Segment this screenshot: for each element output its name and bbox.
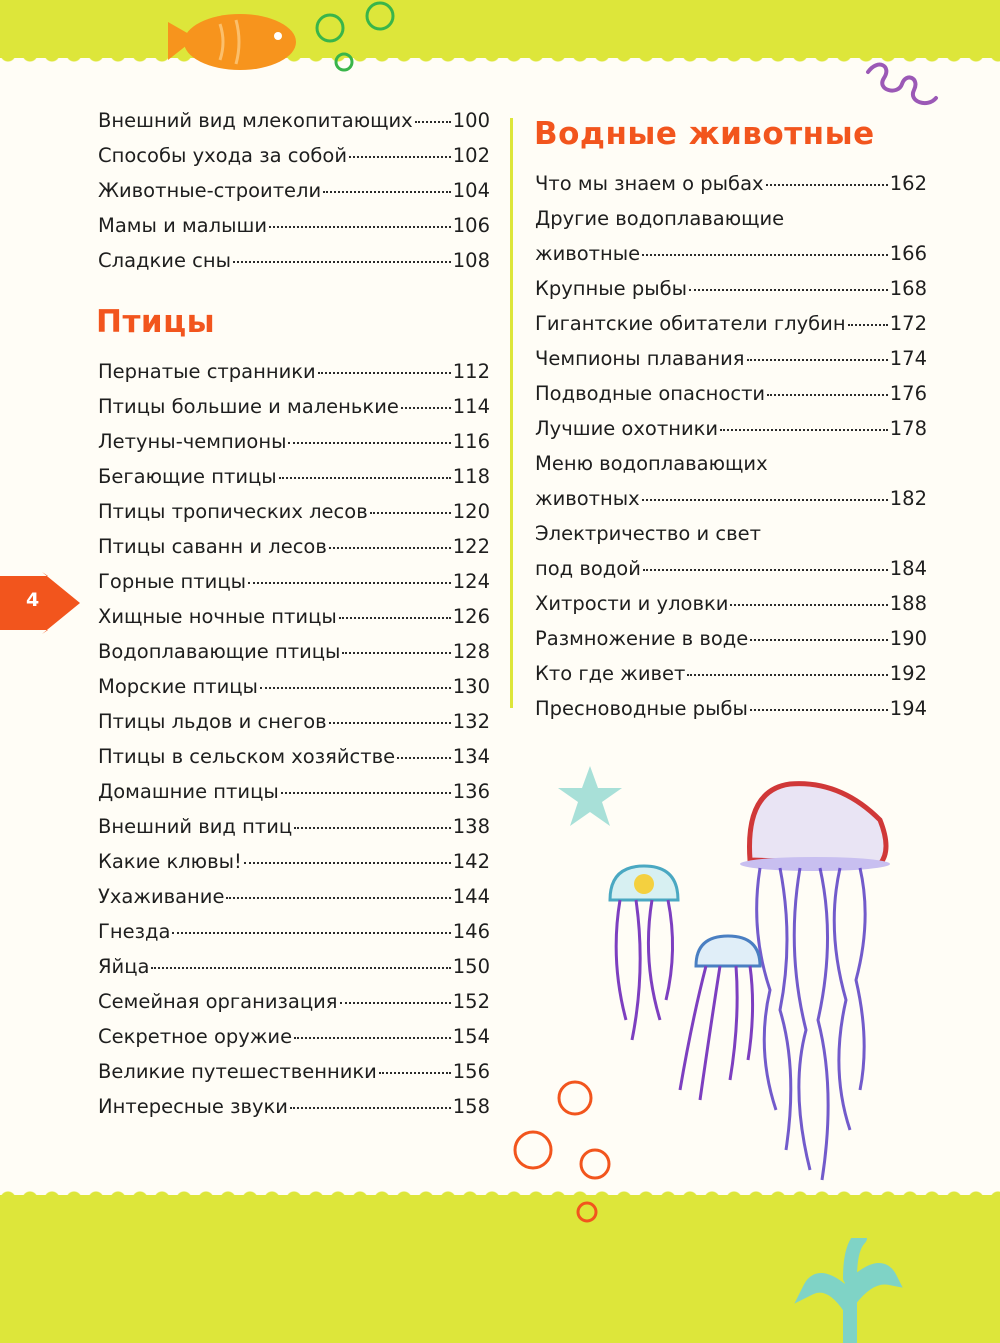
dot-leader (766, 183, 888, 186)
section-title-birds: Птицы (96, 304, 216, 340)
toc-entry-page: 190 (889, 627, 927, 650)
toc-entry-page: 162 (889, 172, 927, 195)
toc-entry-title: Ухаживание (98, 885, 225, 908)
dot-leader (642, 253, 888, 256)
dot-leader (269, 225, 451, 228)
toc-list-birds (98, 354, 490, 1124)
toc-entry-page: 188 (889, 592, 927, 615)
toc-entry (98, 529, 490, 564)
toc-entry (98, 173, 490, 208)
toc-entry-title: Что мы знаем о рыбах (535, 172, 764, 195)
toc-entry (535, 306, 927, 341)
toc-entry (535, 446, 927, 516)
toc-entry-page: 158 (452, 1095, 490, 1118)
toc-entry (98, 494, 490, 529)
dot-leader (279, 476, 451, 479)
toc-entry-page: 102 (452, 144, 490, 167)
toc-entry-page: 168 (889, 277, 927, 300)
jellyfish-illustration (580, 770, 900, 1190)
toc-entry-title: Секретное оружие (98, 1025, 293, 1048)
toc-entry-page: 138 (452, 815, 490, 838)
dot-leader (329, 546, 451, 549)
toc-entry (98, 243, 490, 278)
toc-entry (98, 459, 490, 494)
top-decorative-band (0, 0, 1000, 58)
dot-leader (260, 686, 451, 689)
toc-entry-page: 178 (889, 417, 927, 440)
toc-entry-page: 184 (889, 557, 927, 580)
dot-leader (401, 406, 451, 409)
toc-entry-page: 132 (452, 710, 490, 733)
toc-entry-title: Лучшие охотники (535, 417, 719, 440)
toc-entry (98, 879, 490, 914)
toc-entry-title: Внешний вид млекопитающих (98, 109, 413, 132)
toc-entry-title: Бегающие птицы (98, 465, 277, 488)
dot-leader (323, 190, 451, 193)
dot-leader (750, 708, 888, 711)
toc-entry-title: Интересные звуки (98, 1095, 288, 1118)
toc-list-water-animals (535, 166, 927, 726)
page-number-tab (0, 572, 80, 634)
toc-entry-page: 156 (452, 1060, 490, 1083)
toc-entry (98, 138, 490, 173)
dot-leader (397, 756, 451, 759)
toc-entry (535, 691, 927, 726)
toc-entry-page: 114 (452, 395, 490, 418)
toc-entry (98, 844, 490, 879)
toc-entry-page: 118 (452, 465, 490, 488)
toc-list-mammals-continued (98, 103, 490, 278)
toc-entry-page: 124 (452, 570, 490, 593)
toc-entry (98, 1054, 490, 1089)
dot-leader (294, 826, 451, 829)
toc-entry (98, 389, 490, 424)
toc-entry-title: Морские птицы (98, 675, 258, 698)
toc-entry (98, 704, 490, 739)
toc-entry (535, 586, 927, 621)
toc-entry (98, 1089, 490, 1124)
dot-leader (848, 323, 888, 326)
section-title-water-animals: Водные животные (534, 116, 875, 152)
dot-leader (349, 155, 451, 158)
toc-entry-title: Водоплавающие птицы (98, 640, 341, 663)
column-divider (510, 118, 513, 708)
arrow-tab-icon (0, 572, 80, 634)
bubbles-top-icon (310, 0, 400, 80)
seaweed-icon (790, 1238, 910, 1343)
toc-entry-title-line1: Электричество и свет (535, 522, 761, 545)
toc-entry (535, 376, 927, 411)
toc-entry (98, 739, 490, 774)
dot-leader (281, 791, 451, 794)
dot-leader (339, 616, 451, 619)
toc-entry-page: 172 (889, 312, 927, 335)
dot-leader (244, 861, 451, 864)
toc-entry-title: Внешний вид птиц (98, 815, 293, 838)
dot-leader (730, 603, 887, 606)
toc-entry (535, 201, 927, 271)
toc-entry-page: 194 (889, 697, 927, 720)
dot-leader (233, 260, 451, 263)
toc-entry (98, 949, 490, 984)
toc-entry-title: Крупные рыбы (535, 277, 688, 300)
toc-entry-page: 182 (889, 487, 927, 510)
dot-leader (329, 721, 451, 724)
dot-leader (290, 1106, 451, 1109)
toc-entry (535, 166, 927, 201)
dot-leader (342, 651, 450, 654)
toc-entry-page: 106 (452, 214, 490, 237)
toc-entry (98, 1019, 490, 1054)
toc-entry-title: Животные-строители (98, 179, 322, 202)
toc-entry-title: Чемпионы плавания (535, 347, 745, 370)
toc-entry (98, 354, 490, 389)
toc-entry-title: под водой (535, 557, 641, 580)
dot-leader (750, 638, 888, 641)
toc-entry (98, 914, 490, 949)
dot-leader (318, 371, 451, 374)
dot-leader (747, 358, 888, 361)
dot-leader (687, 673, 887, 676)
toc-entry (98, 809, 490, 844)
toc-entry-title: Подводные опасности (535, 382, 766, 405)
toc-entry-title: Горные птицы (98, 570, 246, 593)
toc-entry-title: Кто где живет (535, 662, 686, 685)
toc-entry (98, 774, 490, 809)
page-number: 4 (26, 589, 40, 611)
toc-entry-title: Пернатые странники (98, 360, 316, 383)
toc-entry-page: 166 (889, 242, 927, 265)
toc-entry (98, 984, 490, 1019)
dot-leader (340, 1001, 451, 1004)
toc-entry-page: 144 (452, 885, 490, 908)
toc-entry (535, 621, 927, 656)
toc-entry (535, 656, 927, 691)
toc-entry-page: 150 (452, 955, 490, 978)
toc-entry-page: 130 (452, 675, 490, 698)
dot-leader (172, 931, 450, 934)
toc-entry-page: 146 (452, 920, 490, 943)
dot-leader (226, 896, 450, 899)
toc-entry (535, 411, 927, 446)
toc-entry-page: 104 (452, 179, 490, 202)
toc-entry-title-line1: Другие водоплавающие (535, 207, 785, 230)
toc-entry-title: Способы ухода за собой (98, 144, 348, 167)
toc-entry-title: Гнезда (98, 920, 171, 943)
toc-entry-title: Птицы большие и маленькие (98, 395, 399, 418)
toc-entry (535, 516, 927, 586)
toc-entry-page: 134 (452, 745, 490, 768)
toc-entry-page: 112 (452, 360, 490, 383)
toc-entry (98, 103, 490, 138)
spiral-icon (862, 58, 942, 118)
toc-entry (98, 669, 490, 704)
dot-leader (642, 498, 888, 501)
toc-entry-title: Птицы саванн и лесов (98, 535, 327, 558)
toc-entry-title: Сладкие сны (98, 249, 232, 272)
toc-entry (98, 634, 490, 669)
toc-entry (535, 271, 927, 306)
toc-entry (98, 424, 490, 459)
toc-entry-page: 192 (889, 662, 927, 685)
toc-entry-page: 108 (452, 249, 490, 272)
dot-leader (370, 511, 451, 514)
dot-leader (643, 568, 888, 571)
toc-entry-title: Мамы и малыши (98, 214, 267, 237)
toc-entry-title: Семейная организация (98, 990, 338, 1013)
toc-entry-page: 122 (452, 535, 490, 558)
toc-entry-page: 126 (452, 605, 490, 628)
dot-leader (288, 441, 450, 444)
toc-entry-title: Хитрости и уловки (535, 592, 729, 615)
dot-leader (294, 1036, 451, 1039)
toc-entry-title: животных (535, 487, 640, 510)
toc-entry-title: Великие путешественники (98, 1060, 377, 1083)
toc-entry-page: 142 (452, 850, 490, 873)
toc-entry-page: 100 (452, 109, 490, 132)
dot-leader (767, 393, 888, 396)
toc-entry-page: 152 (452, 990, 490, 1013)
bubbles-bottom-icon (505, 1070, 615, 1230)
fish-icon (160, 8, 300, 76)
toc-entry-page: 136 (452, 780, 490, 803)
dot-leader (248, 581, 451, 584)
toc-entry-page: 174 (889, 347, 927, 370)
toc-entry-page: 120 (452, 500, 490, 523)
toc-entry-title: Яйца (98, 955, 150, 978)
toc-entry-title: Какие клювы! (98, 850, 242, 873)
toc-entry-title: Летуны-чемпионы (98, 430, 287, 453)
toc-entry-title: Гигантские обитатели глубин (535, 312, 846, 335)
dot-leader (379, 1071, 451, 1074)
toc-entry-page: 116 (452, 430, 490, 453)
toc-entry (98, 564, 490, 599)
toc-entry-title: Пресноводные рыбы (535, 697, 748, 720)
toc-entry (98, 599, 490, 634)
toc-entry-page: 154 (452, 1025, 490, 1048)
toc-entry-title: Домашние птицы (98, 780, 279, 803)
toc-entry-title-line1: Меню водоплавающих (535, 452, 768, 475)
toc-entry (535, 341, 927, 376)
dot-leader (720, 428, 888, 431)
dot-leader (415, 120, 451, 123)
toc-entry-page: 128 (452, 640, 490, 663)
toc-entry-title: Птицы в сельском хозяйстве (98, 745, 396, 768)
toc-entry-title: животные (535, 242, 641, 265)
toc-entry-page: 176 (889, 382, 927, 405)
toc-entry-title: Хищные ночные птицы (98, 605, 337, 628)
dot-leader (151, 966, 450, 969)
toc-entry-title: Птицы тропических лесов (98, 500, 368, 523)
toc-entry-title: Птицы льдов и снегов (98, 710, 327, 733)
toc-entry (98, 208, 490, 243)
dot-leader (689, 288, 888, 291)
toc-entry-title: Размножение в воде (535, 627, 749, 650)
